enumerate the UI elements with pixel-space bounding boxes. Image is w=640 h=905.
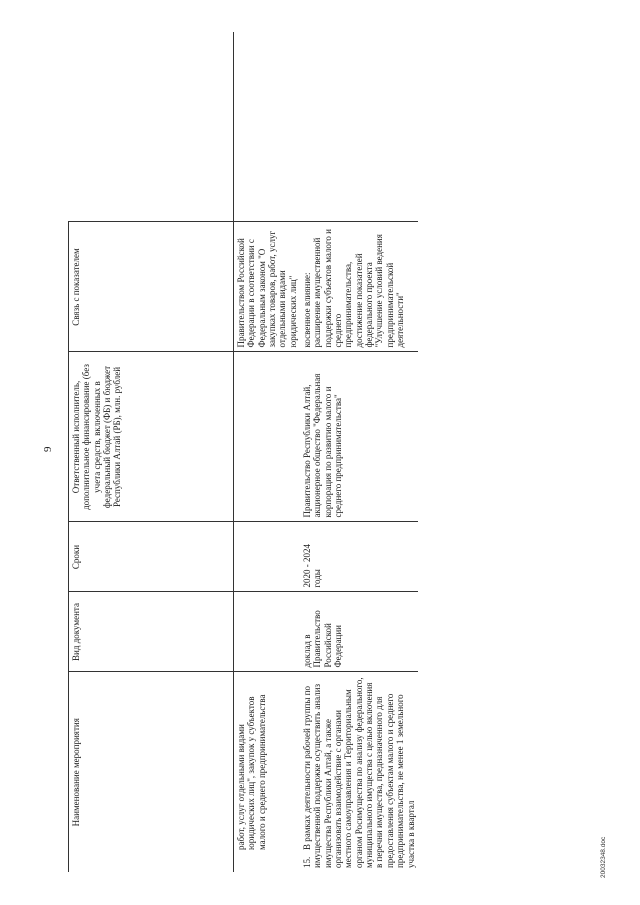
cell-dates: 2020 - 2024 годы: [300, 522, 418, 592]
header-link: Связь с показателем: [69, 222, 234, 352]
header-name: Наименование мероприятия: [69, 672, 234, 872]
cell-executor: [234, 352, 301, 522]
cell-name: [234, 672, 301, 872]
header-dates: Сроки: [69, 522, 234, 592]
table-row-continuation: [234, 32, 301, 872]
rotated-table-sheet: [68, 32, 628, 872]
cell-empty: [300, 32, 418, 222]
header-empty: [69, 32, 234, 222]
table-row-15: [300, 32, 418, 872]
cell-link: косвенное влияние: расширение имущественной поддержки субъектов малого и среднего предпринимательства, достижение показателей федерального проекта "Улучшение условий ведения предпринимательской деятельности": [300, 222, 418, 352]
cell-executor: Правительство Республики Алтай, акционерное общество "Федеральная корпорация по развитию малого и среднего предпринимательства": [300, 352, 418, 522]
cell-doc-type: доклад в Правительство Российской Федерации: [300, 592, 418, 672]
measures-table: [68, 32, 418, 872]
cell-empty: [234, 32, 301, 222]
cell-doc-type: [234, 592, 301, 672]
cell-name-text: В рамках деятельности рабочей группы по имущественной поддержке осуществить анализ имущества Республики Алтай, а также организовать взаимодействие с органами местного самоуправления и Территориальным органом Росимущества по анализу федерального, муниципального имущества с целью включения в перечни имущества, предназначенного для предоставления субъектам малого и среднего предпринимательства, не менее 1 земельного участка в квартал: [302, 677, 416, 868]
cell-link: Правительством Российской Федерации в соответствии с Федеральным законом "О закупках товаров, работ, услуг отдельными видами юридических лиц": [234, 222, 301, 352]
cell-name: [300, 672, 418, 872]
cell-dates: [234, 522, 301, 592]
document-code: 20032348.doc: [600, 836, 607, 878]
row-number: 15.: [302, 856, 313, 868]
page-number: 9: [42, 446, 54, 452]
table-header-row: [69, 32, 234, 872]
cell-name-text: работ, услуг отдельными видами юридических лиц", закупок у субъектов малого и среднего предпринимательства: [236, 694, 267, 850]
header-executor: Ответственный исполнитель, дополнительное финансирование (без учета средств, включенных в федеральный бюджет (ФБ) и бюджет Республики Алтай (РБ), млн. рублей: [69, 352, 234, 522]
header-doc-type: Вид документа: [69, 592, 234, 672]
